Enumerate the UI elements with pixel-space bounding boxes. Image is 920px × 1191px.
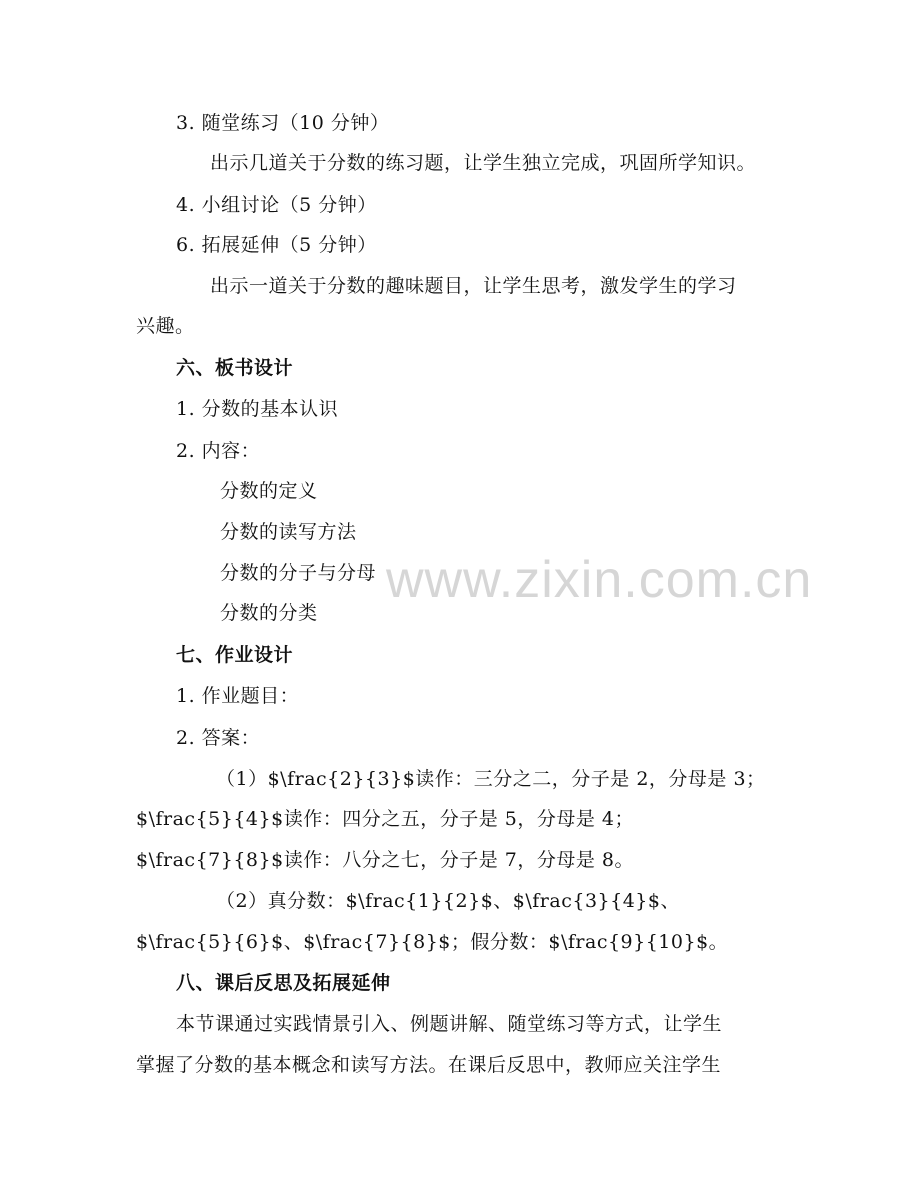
section-heading-board: 六、板书设计: [176, 357, 294, 379]
board-content-methods: 分数的读写方法: [220, 521, 357, 543]
board-item-2: 2. 内容：: [176, 440, 261, 462]
board-content-definition: 分数的定义: [220, 480, 318, 502]
paragraph-extension: 出示一道关于分数的趣味题目，让学生思考，激发学生的学习: [210, 275, 737, 297]
homework-item-1: 1. 作业题目：: [176, 685, 300, 707]
board-content-classification: 分数的分类: [220, 602, 318, 624]
item-6-extension: 6. 拓展延伸（5 分钟）: [176, 234, 377, 256]
board-item-1: 1. 分数的基本认识: [176, 398, 339, 420]
answer-1-line-3: $\frac{7}{8}$读作：八分之七，分子是 7，分母是 8。: [136, 849, 634, 871]
board-content-numerator-denominator: 分数的分子与分母: [220, 562, 377, 584]
paragraph-practice: 出示几道关于分数的练习题，让学生独立完成，巩固所学知识。: [210, 152, 757, 174]
answer-2-line-1: （2）真分数：$\frac{1}{2}$、$\frac{3}{4}$、: [216, 890, 680, 912]
section-heading-reflection: 八、课后反思及拓展延伸: [176, 972, 391, 994]
answer-1-line-1: （1）$\frac{2}{3}$读作：三分之二，分子是 2，分母是 3；: [216, 768, 766, 790]
answer-2-line-2: $\frac{5}{6}$、$\frac{7}{8}$；假分数：$\frac{9}{10}$。: [136, 931, 729, 953]
item-4-group-discussion: 4. 小组讨论（5 分钟）: [176, 194, 377, 216]
homework-item-2: 2. 答案：: [176, 727, 261, 749]
paragraph-reflection-1: 本节课通过实践情景引入、例题讲解、随堂练习等方式，让学生: [176, 1013, 723, 1035]
section-heading-homework: 七、作业设计: [176, 644, 294, 666]
item-3-practice: 3. 随堂练习（10 分钟）: [176, 112, 390, 134]
watermark-text: www.zixin.com.cn: [386, 551, 813, 609]
paragraph-extension-cont: 兴趣。: [136, 315, 195, 337]
paragraph-reflection-2: 掌握了分数的基本概念和读写方法。在课后反思中，教师应关注学生: [136, 1054, 722, 1076]
answer-1-line-2: $\frac{5}{4}$读作：四分之五，分子是 5，分母是 4；: [136, 808, 634, 830]
